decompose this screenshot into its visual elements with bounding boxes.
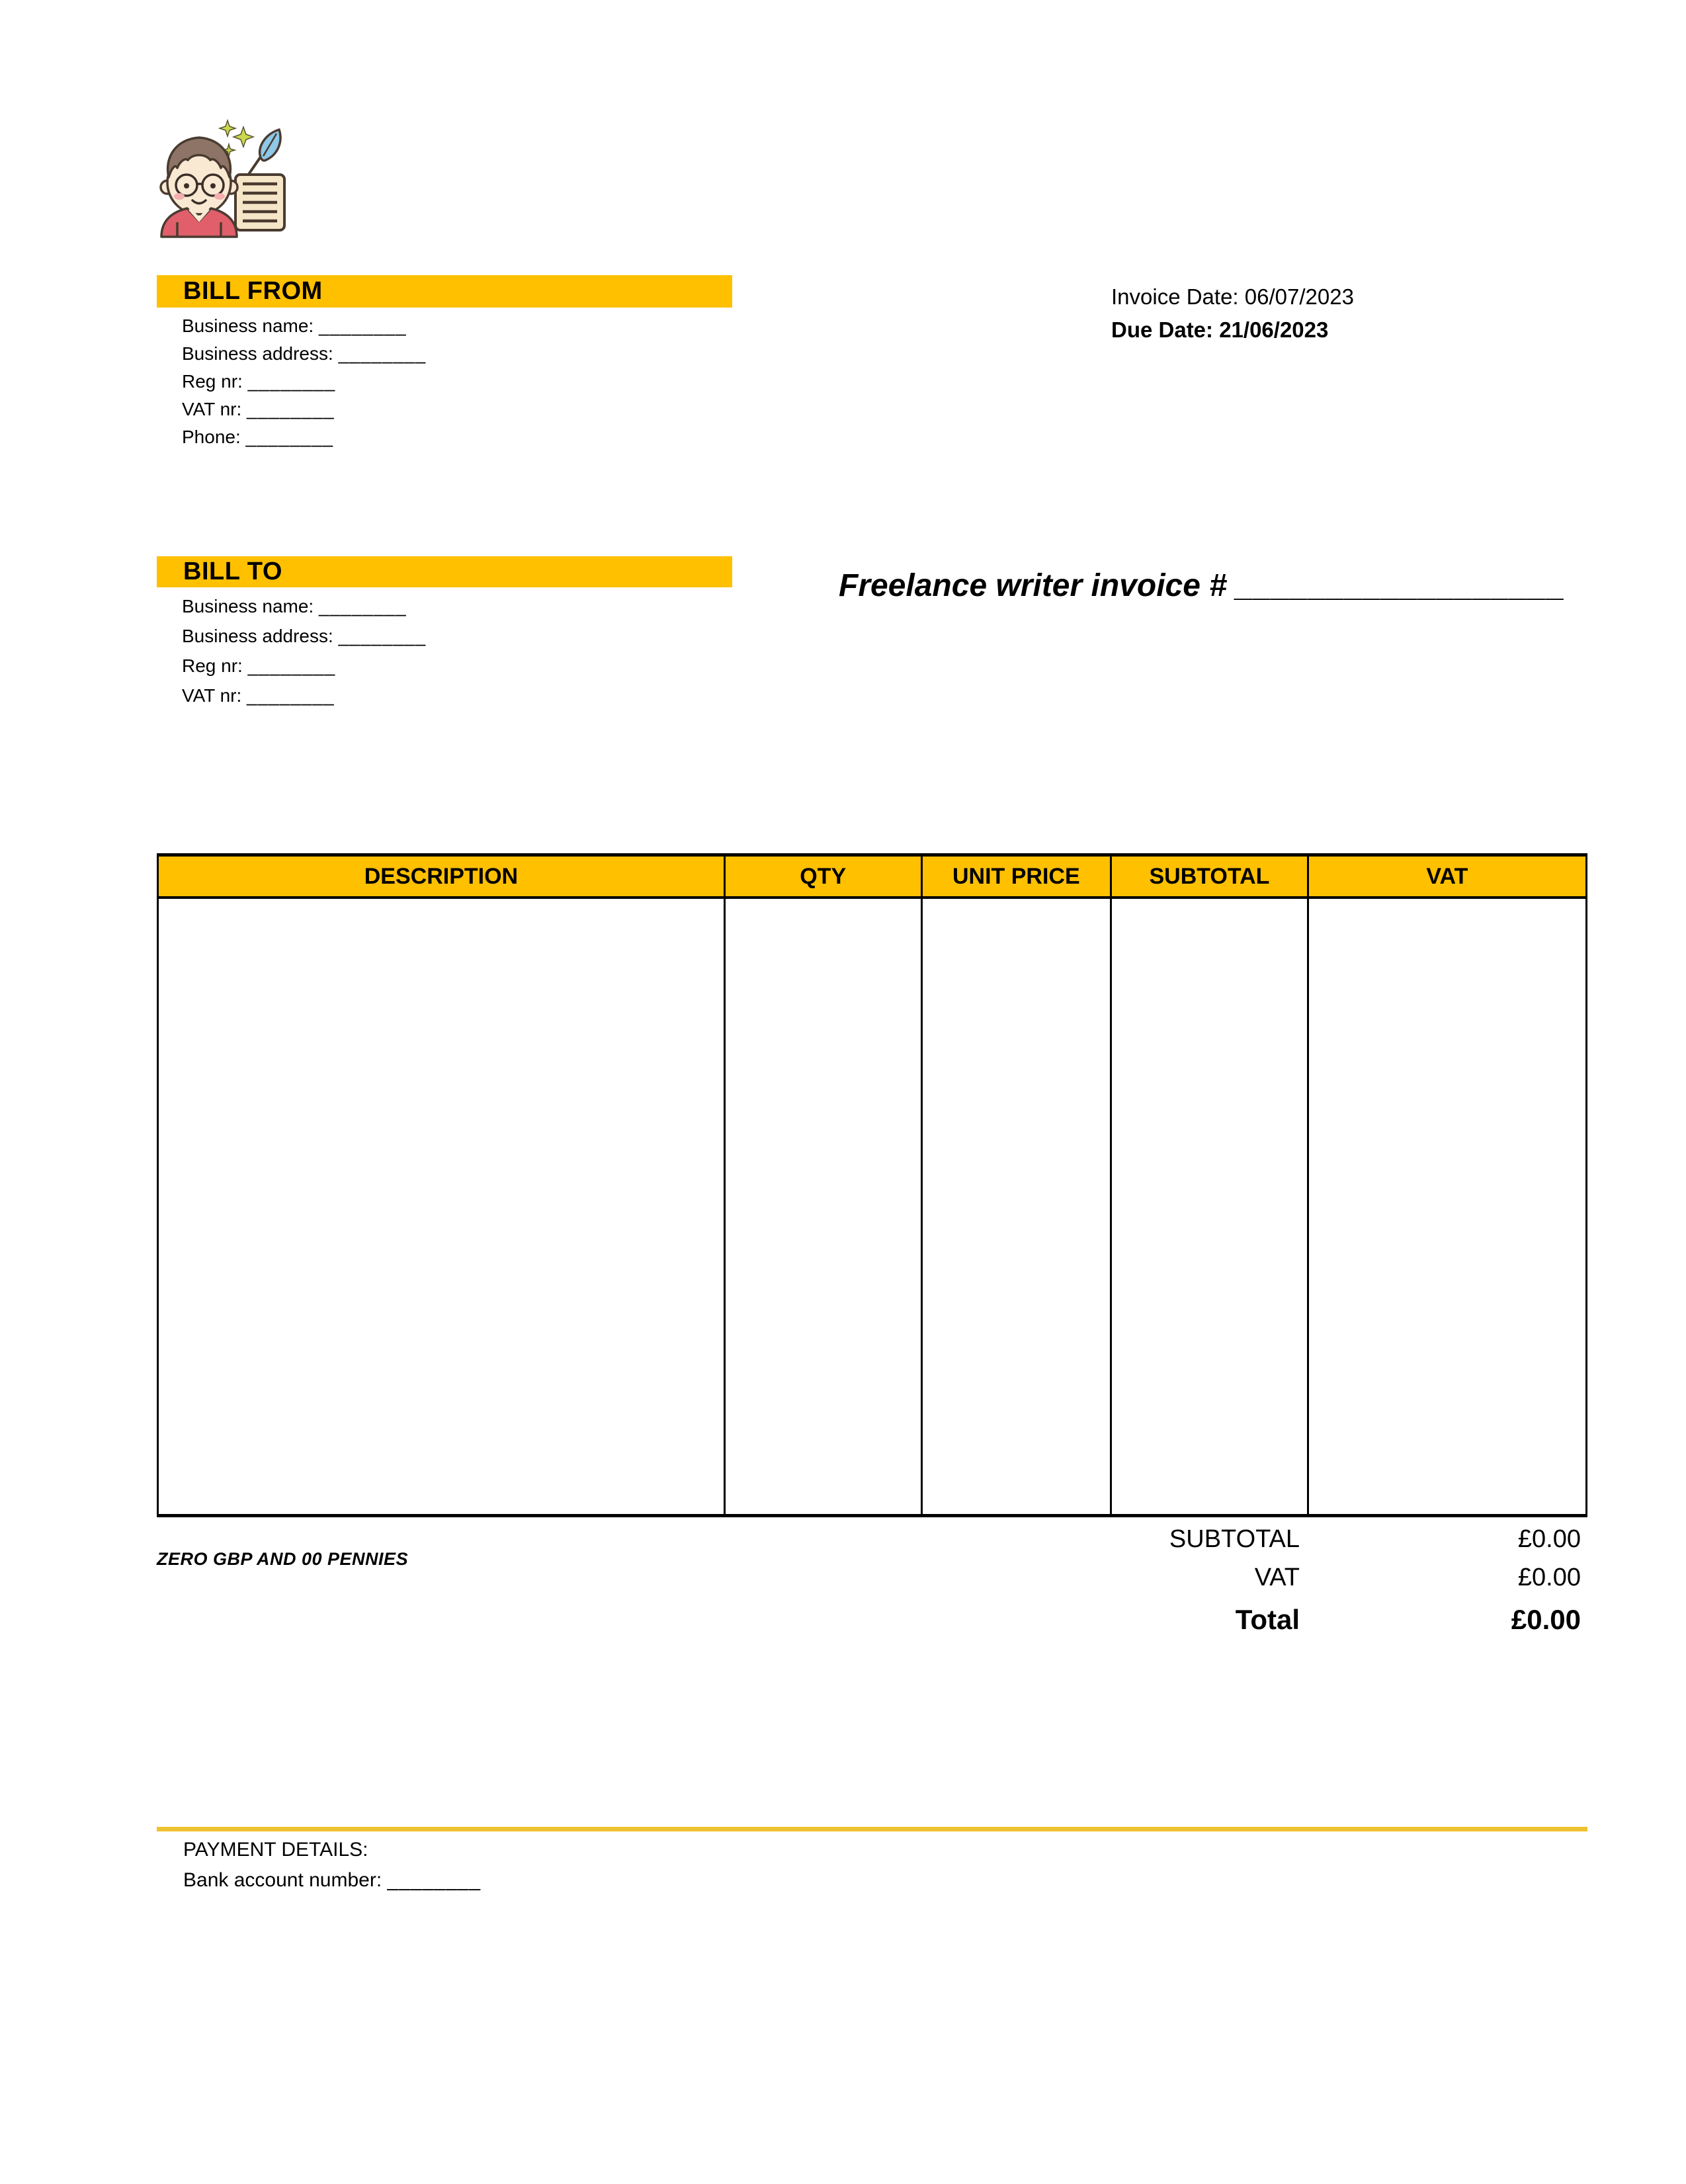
total-row xyxy=(818,1601,1581,1639)
vat-nr-blank[interactable]: ________ xyxy=(247,685,335,706)
bill-to-fields xyxy=(157,591,752,710)
total-value: £0.00 xyxy=(1511,1604,1581,1635)
cell-qty[interactable] xyxy=(724,898,921,1516)
column-qty: QTY xyxy=(724,855,921,898)
amount-in-words: ZERO GBP AND 00 PENNIES xyxy=(157,1549,409,1569)
vat-value: £0.00 xyxy=(1517,1564,1581,1591)
subtotal-row xyxy=(818,1520,1581,1558)
phone-blank[interactable]: ________ xyxy=(245,427,334,447)
column-description: DESCRIPTION xyxy=(158,855,725,898)
business-address-blank[interactable]: ________ xyxy=(338,343,427,364)
bill-from-reg-nr: Reg nr: ________ xyxy=(182,371,336,392)
bank-account-blank[interactable]: ________ xyxy=(387,1869,482,1891)
bank-account-row: Bank account number: ________ xyxy=(183,1869,482,1891)
subtotal-label: SUBTOTAL xyxy=(1169,1525,1300,1553)
invoice-meta xyxy=(1111,280,1354,347)
due-date-label: Due Date: xyxy=(1111,317,1214,342)
writer-person-icon xyxy=(161,138,237,237)
items-table-header-row xyxy=(158,855,1587,898)
bill-from-vat-nr: VAT nr: ________ xyxy=(182,399,335,419)
business-address-blank[interactable]: ________ xyxy=(338,626,427,646)
bill-from-fields xyxy=(157,312,752,451)
invoice-date-label: Invoice Date: xyxy=(1111,284,1239,309)
reg-nr-blank[interactable]: ________ xyxy=(247,371,336,392)
invoice-number-blank[interactable]: __________________ xyxy=(1236,568,1566,603)
cell-subtotal[interactable] xyxy=(1111,898,1308,1516)
bill-to-header xyxy=(157,556,732,587)
cell-description[interactable] xyxy=(158,898,725,1516)
invoice-date-row xyxy=(1111,280,1354,314)
subtotal-value: £0.00 xyxy=(1517,1525,1581,1553)
bill-to-header-label: BILL TO xyxy=(183,558,282,585)
paper-icon xyxy=(235,175,284,230)
cell-vat[interactable] xyxy=(1308,898,1586,1516)
vat-row xyxy=(818,1558,1581,1597)
writer-with-quill-logo xyxy=(157,116,296,238)
bill-from-phone: Phone: ________ xyxy=(182,427,334,447)
vat-label: VAT xyxy=(1254,1564,1300,1591)
business-name-blank[interactable]: ________ xyxy=(319,596,407,616)
payment-details xyxy=(157,1835,481,1896)
cell-unit-price[interactable] xyxy=(921,898,1111,1516)
items-table-empty-row xyxy=(158,898,1587,1516)
payment-details-header: PAYMENT DETAILS: xyxy=(183,1839,368,1861)
due-date-value: 21/06/2023 xyxy=(1219,317,1329,342)
bill-to-vat-nr: VAT nr: ________ xyxy=(182,685,335,706)
items-table xyxy=(157,853,1587,1517)
column-subtotal: SUBTOTAL xyxy=(1111,855,1308,898)
page-title: Freelance writer invoice # __________________ xyxy=(839,568,1566,603)
payment-divider xyxy=(157,1827,1587,1831)
business-name-blank[interactable]: ________ xyxy=(319,315,407,336)
reg-nr-blank[interactable]: ________ xyxy=(247,655,336,676)
vat-nr-blank[interactable]: ________ xyxy=(247,399,335,419)
bill-to-reg-nr: Reg nr: ________ xyxy=(182,655,336,676)
totals-block xyxy=(818,1520,1581,1639)
bill-to-business-address: Business address: ________ xyxy=(182,626,427,646)
invoice-date-value: 06/07/2023 xyxy=(1244,284,1354,309)
column-vat: VAT xyxy=(1308,855,1586,898)
bill-from-business-name: Business name: ________ xyxy=(182,315,407,336)
due-date-row xyxy=(1111,314,1354,347)
bill-from-header xyxy=(157,275,732,308)
column-unit-price: UNIT PRICE xyxy=(921,855,1111,898)
bill-from-business-address: Business address: ________ xyxy=(182,343,427,364)
bill-from-header-label: BILL FROM xyxy=(183,277,323,305)
bill-to-business-name: Business name: ________ xyxy=(182,596,407,616)
total-label: Total xyxy=(1235,1604,1300,1635)
